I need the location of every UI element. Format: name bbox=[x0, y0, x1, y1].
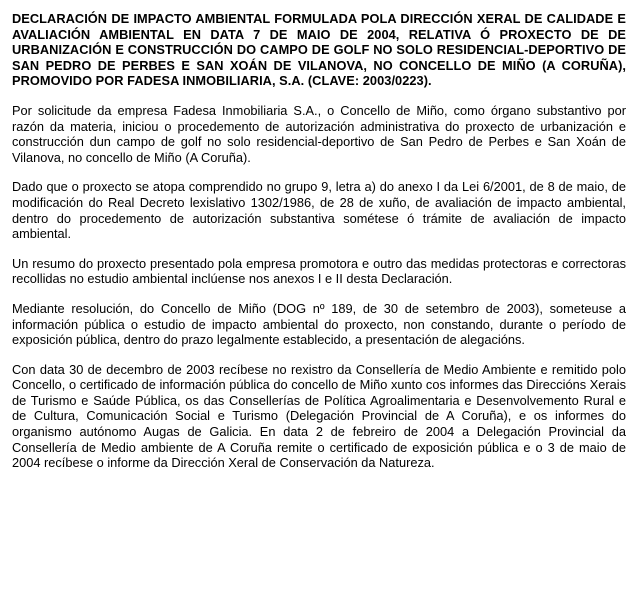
paragraph-reports-received: Con data 30 de decembro de 2003 recíbese no rexistro da Consellería de Medio Ambiente e remitido polo Concello, o certificado de información pública do concello de Miño xunto cos informes das Direccións Xerais de Turismo e Saúde Pública, os das Consellerías de Política Agroalimentaria e Desenvolvemento Rural e de Cultura, Comunicación Social e Turismo (Delegación Provincial de A Coruña), e os informes do organismo autónomo Augas de Galicia. En data 2 de febreiro de 2004 a Delegación Provincial da Consellería de Medio ambiente de A Coruña remite o certificado de exposición pública e o 3 de maio de 2004 recíbese o informe da Dirección Xeral de Conservación da Natureza. bbox=[12, 361, 626, 471]
document-title: DECLARACIÓN DE IMPACTO AMBIENTAL FORMULADA POLA DIRECCIÓN XERAL DE CALIDADE E AVALIACIÓN AMBIENTAL EN DATA 7 DE MAIO DE 2004, RELATIVA Ó PROXECTO DE DE URBANIZACIÓN E CONSTRUCCIÓN DO CAMPO DE GOLF NO SOLO RESIDENCIAL-DEPORTIVO DE SAN PEDRO DE PERBES E SAN XOÁN DE VILANOVA, NO CONCELLO DE MIÑO (A CORUÑA), PROMOVIDO POR FADESA INMOBILIARIA, S.A. (CLAVE: 2003/0223). bbox=[12, 11, 626, 89]
paragraph-legal-basis: Dado que o proxecto se atopa comprendido no grupo 9, letra a) do anexo I da Lei 6/2001, de 8 de maio, de modificación do Real Decreto lexislativo 1302/1986, de 28 de xuño, de avaliación de impacto ambiental, dentro do procedemento de autorización substantiva sométese ó trámite de avaliación de impacto ambiental. bbox=[12, 179, 626, 242]
paragraph-request: Por solicitude da empresa Fadesa Inmobiliaria S.A., o Concello de Miño, como órgano substantivo por razón da materia, iniciou o procedemento de autorización administrativa do proxecto de urbanización e construcción dun campo de golf no solo residencial-deportivo de San Pedro de Perbes e San Xoán de Vilanova, no concello de Miño (A Coruña). bbox=[12, 102, 626, 165]
paragraph-summary-annexes: Un resumo do proxecto presentado pola empresa promotora e outro das medidas protectoras e correctoras recollidas no estudio ambiental inclúense nos anexos I e II desta Declaración. bbox=[12, 255, 626, 287]
paragraph-public-information: Mediante resolución, do Concello de Miño (DOG nº 189, de 30 de setembro de 2003), someteuse a información pública o estudio de impacto ambiental do proxecto, non constando, durante o período de exposición pública, dentro do prazo legalmente establecido, a presentación de alegacións. bbox=[12, 300, 626, 348]
